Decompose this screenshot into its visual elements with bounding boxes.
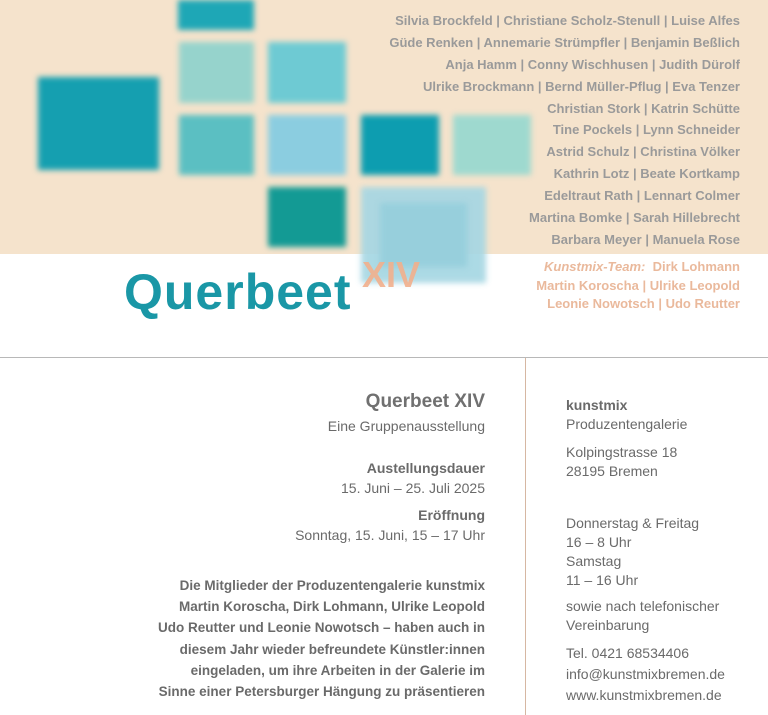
hours-days-1: Donnerstag & Freitag [566, 515, 700, 531]
team-line-2: Martin Koroscha | Ulrike Leopold [536, 277, 740, 293]
duration-value: 15. Juni – 25. Juli 2025 [341, 480, 485, 496]
square-r1c1 [179, 42, 254, 103]
gallery-city: 28195 Bremen [566, 463, 658, 479]
artist-line: Kathrin Lotz | Beate Kortkamp [553, 166, 740, 182]
gallery-email-link[interactable]: info@kunstmixbremen.de [566, 666, 725, 682]
square-r2c2 [268, 115, 346, 175]
artist-line: Astrid Schulz | Christina Völker [546, 144, 740, 160]
hours-extra-2: Vereinbarung [566, 617, 650, 633]
square-r1c2 [268, 42, 346, 103]
gallery-info [566, 396, 766, 705]
exhibition-heading: Querbeet XIV [365, 391, 485, 412]
description-line: diesem Jahr wieder befreundete Künstler:innen [179, 641, 485, 657]
gallery-name: kunstmix [566, 397, 628, 413]
square-top [178, 0, 254, 30]
team-line-1 [420, 258, 740, 277]
artist-line: Ulrike Brockmann | Bernd Müller-Pflug | Eva Tenzer [423, 78, 740, 94]
artist-line: Silvia Brockfeld | Christiane Scholz-Stenull | Luise Alfes [395, 13, 740, 28]
exhibition-info [25, 388, 485, 702]
description-line: Sinne einer Petersburger Hängung zu präsentieren [158, 684, 485, 700]
team-line-3: Leonie Nowotsch | Udo Reutter [547, 296, 740, 311]
artist-line: Güde Renken | Annemarie Strümpfler | Benjamin Beßlich [389, 34, 740, 50]
artist-line: Christian Stork | Katrin Schütte [547, 100, 740, 116]
gallery-type: Produzentengalerie [566, 416, 688, 432]
description-line: Martin Koroscha, Dirk Lohmann, Ulrike Leopold [178, 599, 485, 615]
exhibition-description [25, 575, 485, 702]
vertical-divider [525, 358, 526, 715]
team-list [420, 258, 740, 314]
artist-line: Martina Bomke | Sarah Hillebrecht [529, 210, 740, 226]
exhibition-subtitle: Eine Gruppenausstellung [327, 418, 485, 434]
artist-line: Tine Pockels | Lynn Schneider [552, 122, 740, 138]
gallery-website-link[interactable]: www.kunstmixbremen.de [566, 687, 722, 703]
opening-value: Sonntag, 15. Juni, 15 – 17 Uhr [295, 527, 485, 543]
gallery-street: Kolpingstrasse 18 [566, 444, 678, 460]
opening-label: Eröffnung [418, 507, 485, 523]
hours-time-2: 11 – 16 Uhr [566, 572, 639, 588]
artist-line: Barbara Meyer | Manuela Rose [551, 231, 740, 247]
hours-time-1: 16 – 8 Uhr [566, 534, 632, 550]
description-line: Die Mitglieder der Produzentengalerie kunstmix [179, 578, 485, 593]
square-left-large [38, 77, 159, 170]
artist-list [340, 10, 740, 251]
team-label: Kunstmix-Team: [543, 259, 646, 274]
poster-title: Querbeet [124, 264, 352, 320]
team-member: Dirk Lohmann [652, 259, 740, 274]
artist-line: Edeltraut Rath | Lennart Colmer [544, 188, 740, 204]
square-r3c2 [268, 187, 346, 247]
hours-days-2: Samstag [566, 553, 622, 569]
poster-header [0, 0, 768, 357]
poster-roman-numeral: XIV [362, 254, 421, 295]
artist-line: Anja Hamm | Conny Wischhusen | Judith Dürolf [445, 56, 740, 72]
duration-label: Austellungsdauer [366, 460, 485, 476]
description-line: eingeladen, um ihre Arbeiten in der Galerie im [190, 662, 485, 678]
horizontal-divider [0, 357, 768, 358]
hours-extra-1: sowie nach telefonischer [566, 598, 720, 614]
gallery-phone: Tel. 0421 68534406 [566, 645, 689, 661]
square-r2c1 [179, 115, 254, 175]
description-line: Udo Reutter und Leonie Nowotsch – haben auch in [157, 620, 485, 636]
